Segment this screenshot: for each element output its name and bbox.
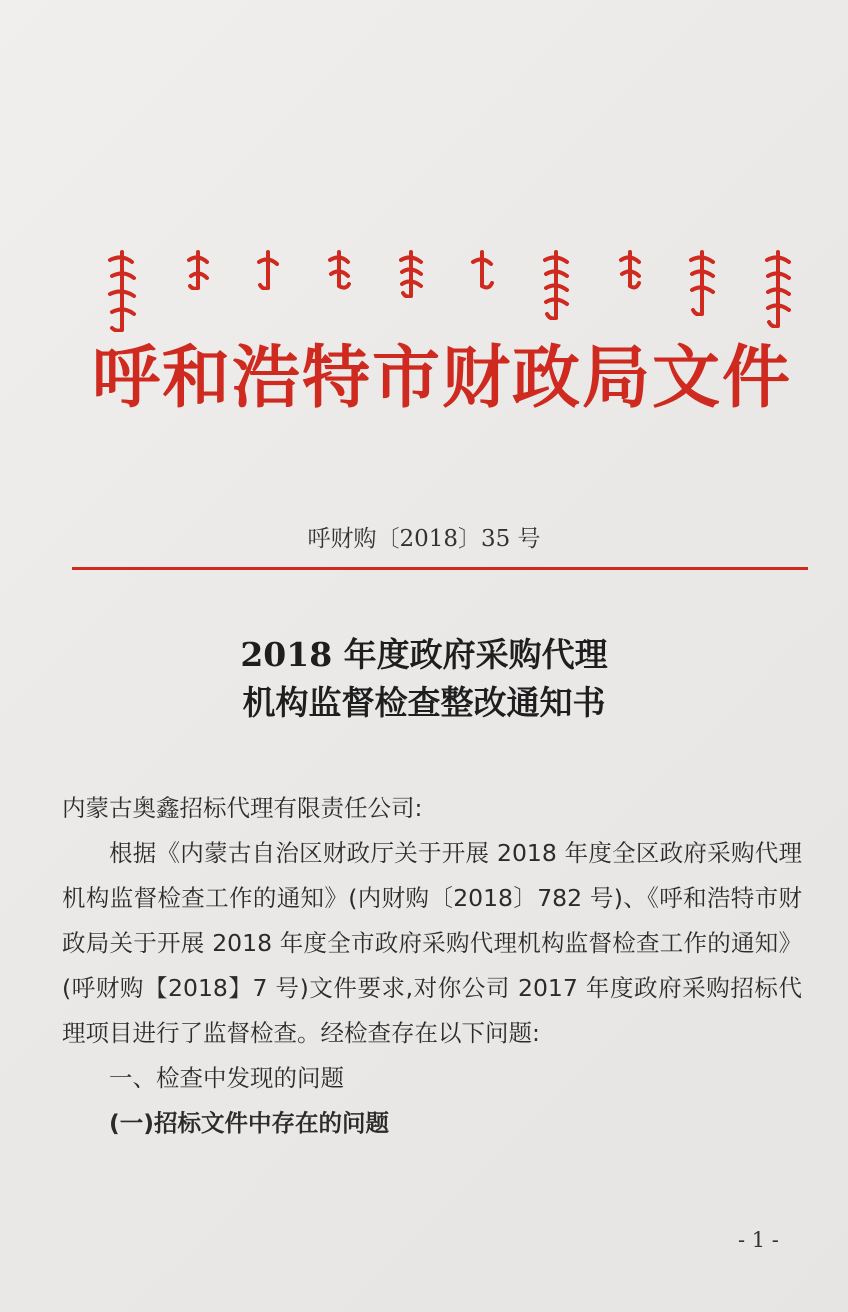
document-title-line-2: 机构监督检查整改通知书 <box>242 683 606 722</box>
mongolian-word-5 <box>397 250 425 298</box>
document-title-line-1: 2018 年度政府采购代理 <box>240 635 608 674</box>
mongolian-word-7 <box>540 250 572 320</box>
mongolian-word-8 <box>617 250 643 290</box>
body-paragraph: 根据《内蒙古自治区财政厅关于开展 2018 年度全区政府采购代理机构监督检查工作的通知》(内财购〔2018〕782 号)、《呼和浩特市财政局关于开展 2018 年度全市政府采购代理机构监督检查工作的通知》(呼财购【2018】7 号)文件要求,对你公司 2017 年度政府采购招标代理项目进行了监督检查。经检查存在以下问题: <box>62 839 802 1047</box>
mongolian-word-1 <box>104 250 140 332</box>
red-divider <box>72 567 808 570</box>
mongolian-word-3 <box>255 250 281 290</box>
subsection-heading: (一)招标文件中存在的问题 <box>109 1109 389 1137</box>
mongolian-word-6 <box>469 250 495 290</box>
mongolian-word-10 <box>762 250 794 328</box>
mongolian-word-2 <box>185 250 211 290</box>
page-number: - 1 - <box>738 1228 779 1252</box>
mongolian-word-9 <box>687 250 717 316</box>
addressee: 内蒙古奥鑫招标代理有限责任公司: <box>62 794 423 822</box>
mongolian-word-4 <box>326 250 352 290</box>
mongolian-script-header <box>104 250 794 335</box>
section-heading: 一、检查中发现的问题 <box>109 1064 344 1092</box>
document-number: 呼财购〔2018〕35 号 <box>307 526 541 552</box>
issuing-authority-title: 呼和浩特市财政局文件 <box>92 338 793 418</box>
document-body <box>62 786 802 1146</box>
